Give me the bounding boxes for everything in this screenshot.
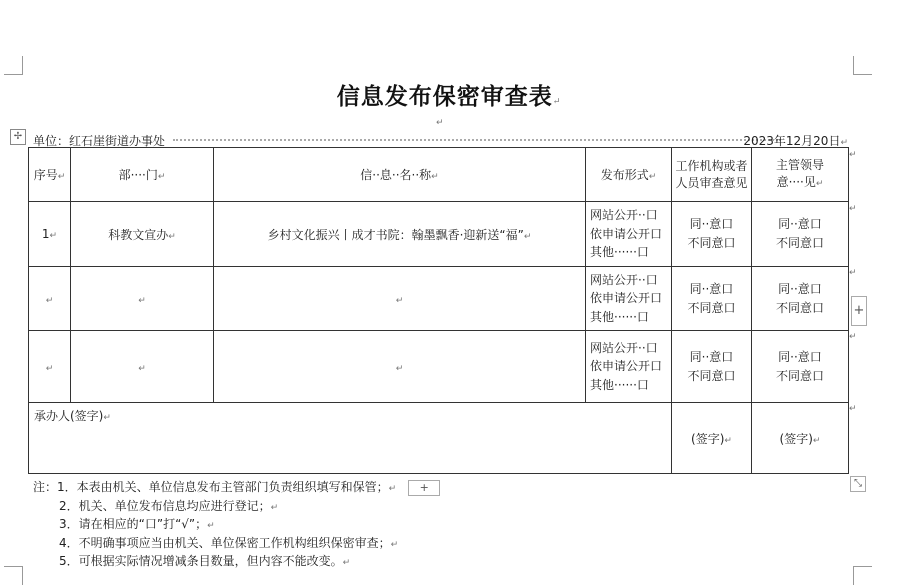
note-item[interactable]: 3．请在相应的“口”打“√”；↵	[59, 517, 215, 532]
option-disagree[interactable]: 不同意口	[775, 236, 824, 250]
row-end-mark-icon: ↵	[849, 150, 857, 160]
cell-dept[interactable]: ↵	[71, 267, 214, 331]
handler-signature-cell[interactable]: 承办人(签字)↵	[29, 403, 672, 474]
option-agree[interactable]: 同··意口	[778, 281, 822, 296]
header-info-name[interactable]: 信··息··名··称↵	[214, 148, 586, 202]
page-corner-bottom-left	[4, 566, 23, 585]
notes-prefix: 注：	[33, 480, 58, 494]
unit-label: 单位：红石崖街道办事处	[33, 134, 166, 148]
add-row-button[interactable]: +	[408, 480, 440, 496]
option-agree[interactable]: 同··意口	[778, 349, 822, 364]
dotted-leader	[173, 139, 781, 141]
note-item[interactable]: 5．可根据实际情况增减条目数量，但内容不能改变。↵	[59, 554, 351, 569]
option-disagree[interactable]: 不同意口	[775, 300, 824, 315]
cell-info-name[interactable]: ↵	[214, 267, 586, 331]
document-title[interactable]	[0, 78, 898, 111]
paragraph-mark-icon: ↵	[552, 97, 562, 107]
cell-info-name[interactable]: ↵	[214, 331, 586, 403]
header-agency-opinion[interactable]: 工作机构或者 人员审查意见	[672, 148, 752, 202]
option-website[interactable]: 网站公开··口	[590, 272, 658, 287]
header-publish-form[interactable]: 发布形式↵	[586, 148, 672, 202]
option-on-request[interactable]: 依申请公开口	[590, 291, 663, 306]
paragraph-mark-icon: ↵	[436, 118, 444, 128]
table-row	[29, 202, 849, 267]
cell-leader-opinion[interactable]	[752, 267, 849, 331]
row-end-mark-icon: ↵	[849, 404, 857, 414]
option-disagree[interactable]: 不同意口	[687, 368, 736, 383]
header-leader-opinion[interactable]: 主管领导 意····见↵	[752, 148, 849, 202]
note-item[interactable]: 2．机关、单位发布信息均应进行登记；↵	[59, 498, 279, 513]
option-agree[interactable]: 同··意口	[778, 217, 822, 231]
page-corner-bottom-right	[853, 566, 872, 585]
option-other[interactable]: 其他······口	[590, 309, 649, 324]
table-resize-handle-icon[interactable]: ⤡	[850, 476, 866, 492]
row-end-mark-icon: ↵	[849, 268, 857, 278]
option-other[interactable]: 其他······口	[590, 245, 649, 260]
cell-seq[interactable]: ↵	[29, 267, 71, 331]
option-agree[interactable]: 同··意口	[689, 349, 734, 364]
option-on-request[interactable]: 依申请公开口	[590, 226, 663, 241]
cell-agency-opinion[interactable]	[672, 331, 752, 403]
table-move-handle-icon[interactable]: ✢	[10, 129, 26, 145]
cell-publish-form[interactable]	[586, 331, 672, 403]
option-disagree[interactable]: 不同意口	[687, 300, 736, 315]
document-title-text: 信息发布保密审查表	[336, 83, 553, 110]
cell-leader-opinion[interactable]	[752, 331, 849, 403]
option-on-request[interactable]: 依申请公开口	[590, 359, 663, 374]
cell-seq[interactable]: 1↵	[29, 202, 71, 267]
leader-signature-cell[interactable]: (签字)↵	[752, 403, 849, 474]
page-corner-top-right	[853, 56, 872, 75]
note-item[interactable]: 注：1．本表由机关、单位信息发布主管部门负责组织填写和保管；↵ +	[33, 478, 440, 497]
header-dept[interactable]: 部····门↵	[71, 148, 214, 202]
add-column-button[interactable]: +	[851, 296, 867, 326]
option-agree[interactable]: 同··意口	[689, 281, 734, 296]
option-disagree[interactable]: 不同意口	[775, 368, 824, 383]
page-corner-top-left	[4, 56, 23, 75]
cell-info-name[interactable]: 乡村文化振兴丨成才书院：翰墨飘香·迎新送“福”↵	[214, 202, 586, 267]
table-header-row	[29, 148, 849, 202]
notes-section	[33, 478, 440, 571]
option-agree[interactable]: 同··意口	[689, 217, 734, 231]
cell-dept[interactable]: ↵	[71, 331, 214, 403]
cell-dept[interactable]: 科教文宣办↵	[71, 202, 214, 267]
option-disagree[interactable]: 不同意口	[687, 236, 736, 250]
date-text: 2023年12月20日↵	[743, 134, 848, 148]
option-website[interactable]: 网站公开··口	[590, 340, 658, 355]
table-row	[29, 267, 849, 331]
option-other[interactable]: 其他······口	[590, 377, 649, 392]
agency-signature-cell[interactable]: (签字)↵	[672, 403, 752, 474]
cell-seq[interactable]: ↵	[29, 331, 71, 403]
header-seq[interactable]: 序号↵	[29, 148, 71, 202]
cell-agency-opinion[interactable]	[672, 202, 752, 267]
row-end-mark-icon: ↵	[849, 204, 857, 214]
cell-publish-form[interactable]	[586, 202, 672, 267]
option-website[interactable]: 网站公开··口	[590, 208, 658, 223]
cell-leader-opinion[interactable]	[752, 202, 849, 267]
cell-publish-form[interactable]	[586, 267, 672, 331]
cell-agency-opinion[interactable]	[672, 267, 752, 331]
table-row	[29, 331, 849, 403]
signature-row	[29, 403, 849, 474]
review-form-table	[28, 147, 849, 474]
unit-date-line[interactable]	[33, 132, 848, 148]
row-end-mark-icon: ↵	[849, 332, 857, 342]
note-item[interactable]: 4．不明确事项应当由机关、单位保密工作机构组织保密审查；↵	[59, 535, 399, 550]
